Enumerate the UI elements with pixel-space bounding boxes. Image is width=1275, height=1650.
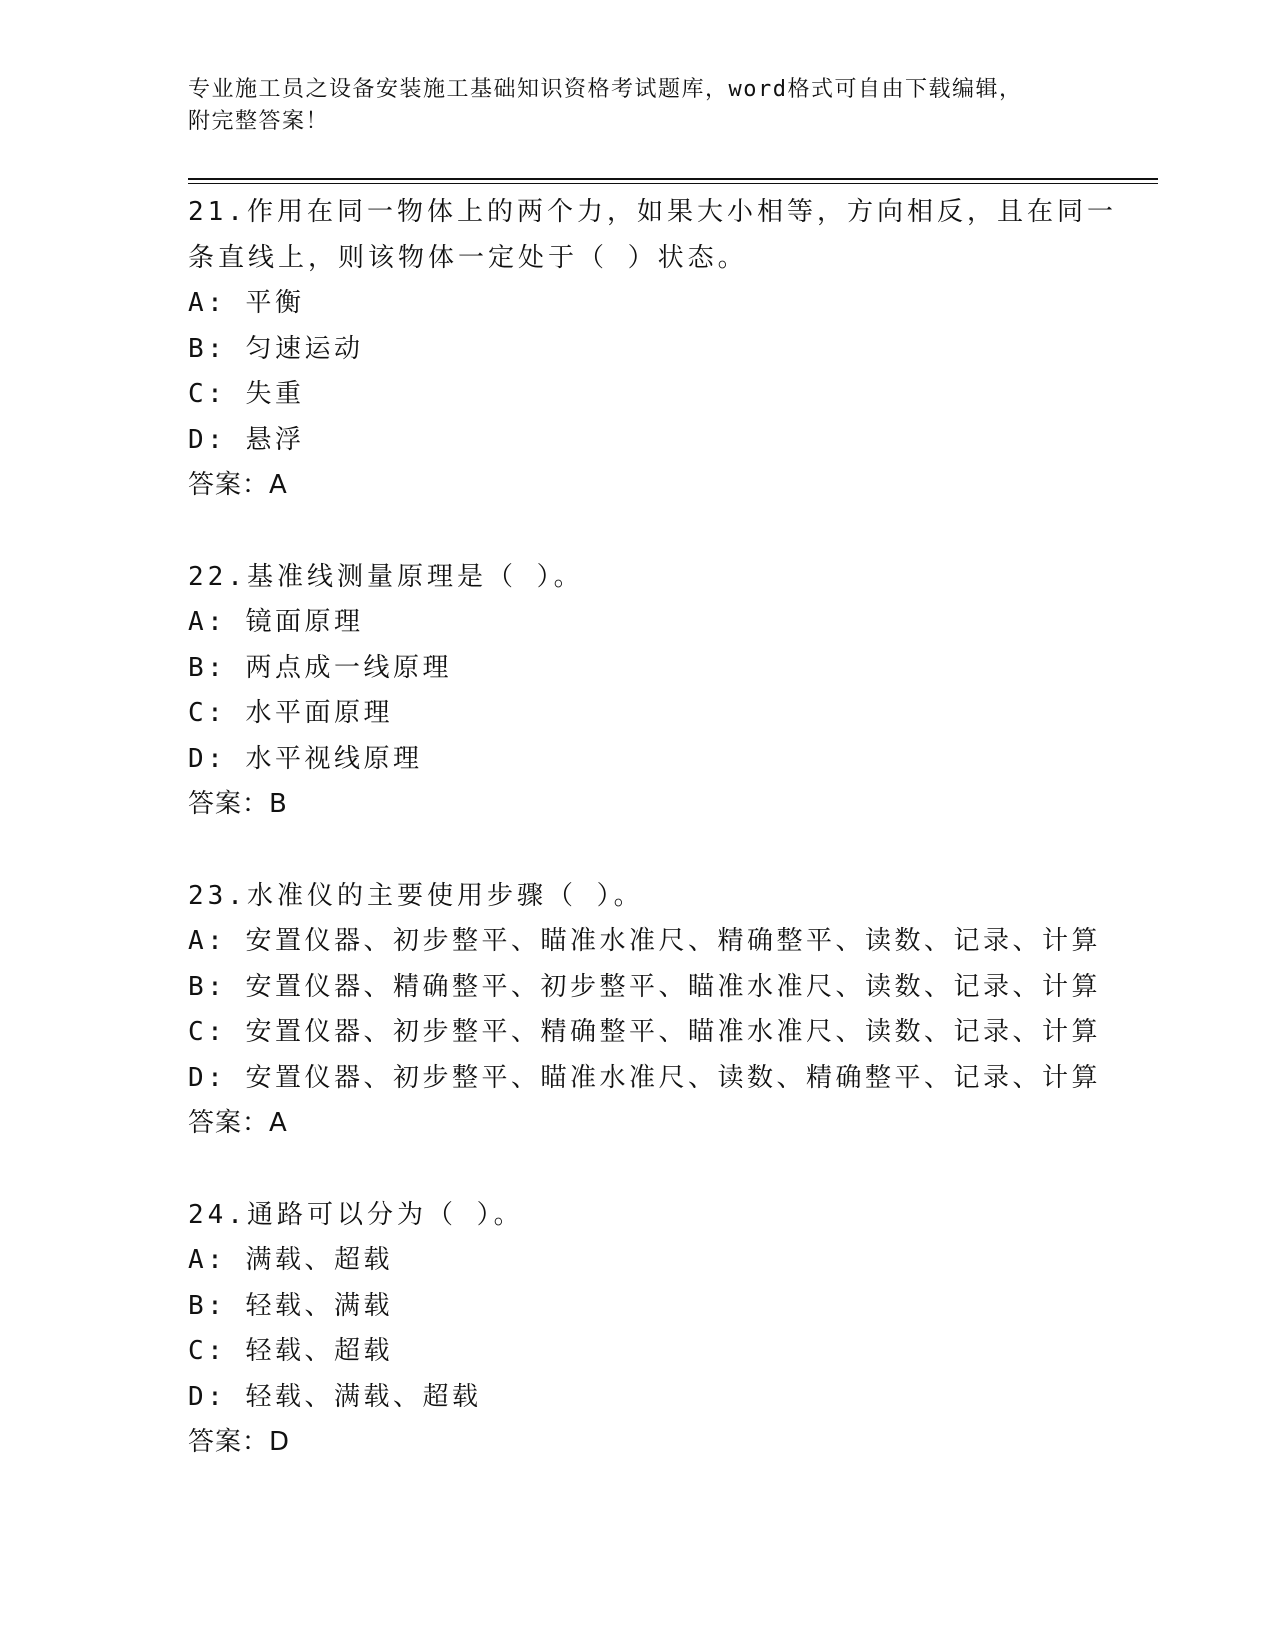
question-stem: 23.水准仪的主要使用步骤（ ）。 bbox=[188, 880, 644, 911]
question-23 bbox=[188, 874, 1101, 1147]
answer-line: 答案：D bbox=[188, 1427, 291, 1457]
question-stem: 21.作用在同一物体上的两个力，如果大小相等，方向相反，且在同一 bbox=[188, 197, 1117, 227]
option-c: C: 轻载、超载 bbox=[188, 1336, 393, 1366]
question-stem: 条直线上，则该物体一定处于（ ）状态。 bbox=[188, 242, 748, 273]
option-d: D: 轻载、满载、超载 bbox=[188, 1381, 482, 1412]
question-list bbox=[188, 190, 1117, 1466]
answer-line: 答案：B bbox=[188, 789, 288, 819]
option-b: B: 匀速运动 bbox=[188, 333, 364, 364]
option-d: D: 安置仪器、初步整平、瞄准水准尺、读数、精确整平、记录、计算 bbox=[188, 1062, 1101, 1093]
option-c: C: 水平面原理 bbox=[188, 698, 393, 728]
question-24 bbox=[188, 1193, 1088, 1466]
option-b: B: 安置仪器、精确整平、初步整平、瞄准水准尺、读数、记录、计算 bbox=[188, 971, 1101, 1002]
document-header bbox=[188, 74, 1068, 138]
option-a: A: 平衡 bbox=[188, 288, 305, 318]
header-line-2: 附完整答案！ bbox=[188, 109, 330, 134]
option-a: A: 安置仪器、初步整平、瞄准水准尺、精确整平、读数、记录、计算 bbox=[188, 926, 1101, 956]
option-c: C: 失重 bbox=[188, 379, 305, 409]
answer-line: 答案：A bbox=[188, 1108, 288, 1138]
question-21 bbox=[188, 190, 1117, 509]
option-b: B: 两点成一线原理 bbox=[188, 652, 452, 683]
option-d: D: 悬浮 bbox=[188, 424, 305, 455]
header-line-1: 专业施工员之设备安装施工基础知识资格考试题库，word格式可自由下载编辑， bbox=[188, 77, 1023, 102]
question-stem: 22.基准线测量原理是（ ）。 bbox=[188, 561, 584, 592]
header-divider-thin bbox=[188, 183, 1158, 184]
header-divider-thick bbox=[188, 178, 1158, 180]
question-22 bbox=[188, 555, 1088, 828]
option-d: D: 水平视线原理 bbox=[188, 743, 423, 774]
answer-line: 答案：A bbox=[188, 470, 288, 500]
question-stem: 24.通路可以分为（ ）。 bbox=[188, 1199, 524, 1230]
option-c: C: 安置仪器、初步整平、精确整平、瞄准水准尺、读数、记录、计算 bbox=[188, 1017, 1101, 1047]
option-b: B: 轻载、满载 bbox=[188, 1290, 393, 1321]
option-a: A: 满载、超载 bbox=[188, 1245, 393, 1275]
option-a: A: 镜面原理 bbox=[188, 607, 364, 637]
